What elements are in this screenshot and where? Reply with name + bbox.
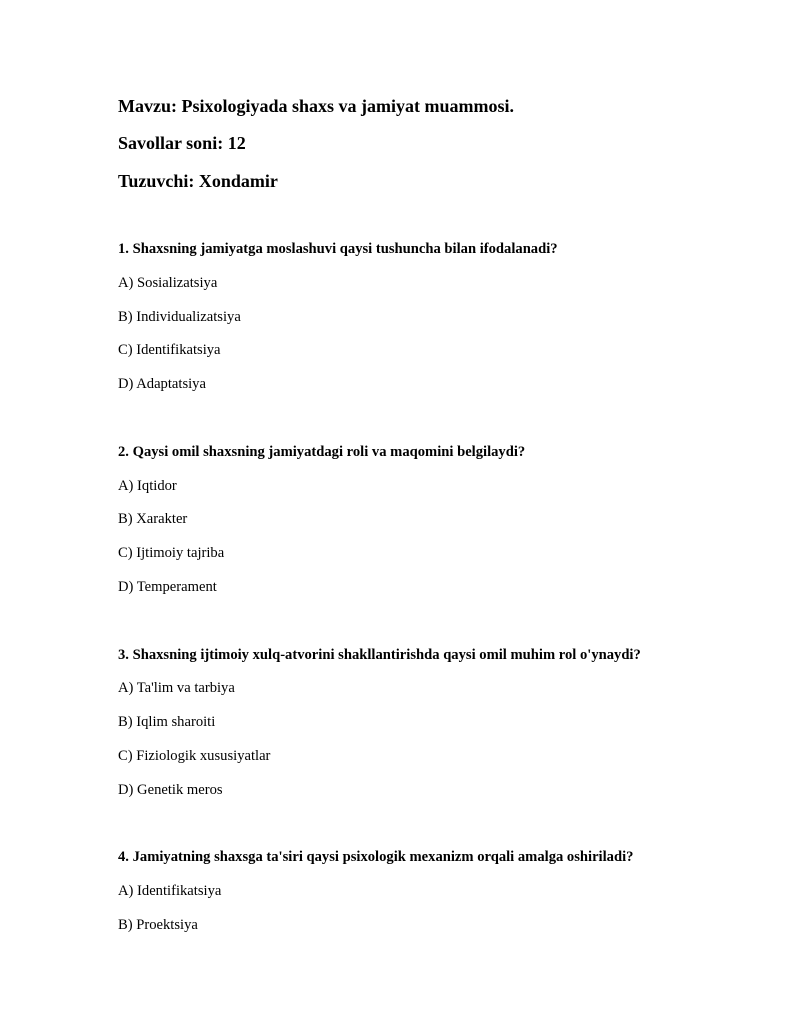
question-3-title: 3. Shaxsning ijtimoiy xulq-atvorini shakllantirishda qaysi omil muhim rol o'ynaydi? (118, 647, 641, 663)
question-4-title: 4. Jamiyatning shaxsga ta'siri qaysi psixologik mexanizm orqali amalga oshiriladi? (118, 849, 634, 865)
question-2-title: 2. Qaysi omil shaxsning jamiyatdagi roli va maqomini belgilaydi? (118, 444, 526, 460)
document-topic: Mavzu: Psixologiyada shaxs va jamiyat muammosi. (118, 96, 514, 116)
question-1-title: 1. Shaxsning jamiyatga moslashuvi qaysi tushuncha bilan ifodalanadi? (118, 241, 558, 257)
question-2-option-a: A) Iqtidor (118, 478, 177, 494)
question-1-option-d: D) Adaptatsiya (118, 376, 206, 392)
question-1-option-a: A) Sosializatsiya (118, 275, 218, 291)
question-3-option-c: C) Fiziologik xususiyatlar (118, 748, 271, 764)
question-3-option-d: D) Genetik meros (118, 782, 223, 798)
question-1-option-c: C) Identifikatsiya (118, 342, 221, 358)
question-2-option-b: B) Xarakter (118, 511, 188, 527)
question-2-option-d: D) Temperament (118, 579, 217, 595)
question-1-option-b: B) Individualizatsiya (118, 309, 241, 325)
question-4-option-b: B) Proektsiya (118, 917, 198, 933)
question-4-option-a: A) Identifikatsiya (118, 883, 222, 899)
question-3-option-a: A) Ta'lim va tarbiya (118, 680, 235, 696)
document-author: Tuzuvchi: Xondamir (118, 171, 278, 191)
question-2-option-c: C) Ijtimoiy tajriba (118, 545, 225, 561)
question-count: Savollar soni: 12 (118, 133, 246, 153)
question-3-option-b: B) Iqlim sharoiti (118, 714, 216, 730)
